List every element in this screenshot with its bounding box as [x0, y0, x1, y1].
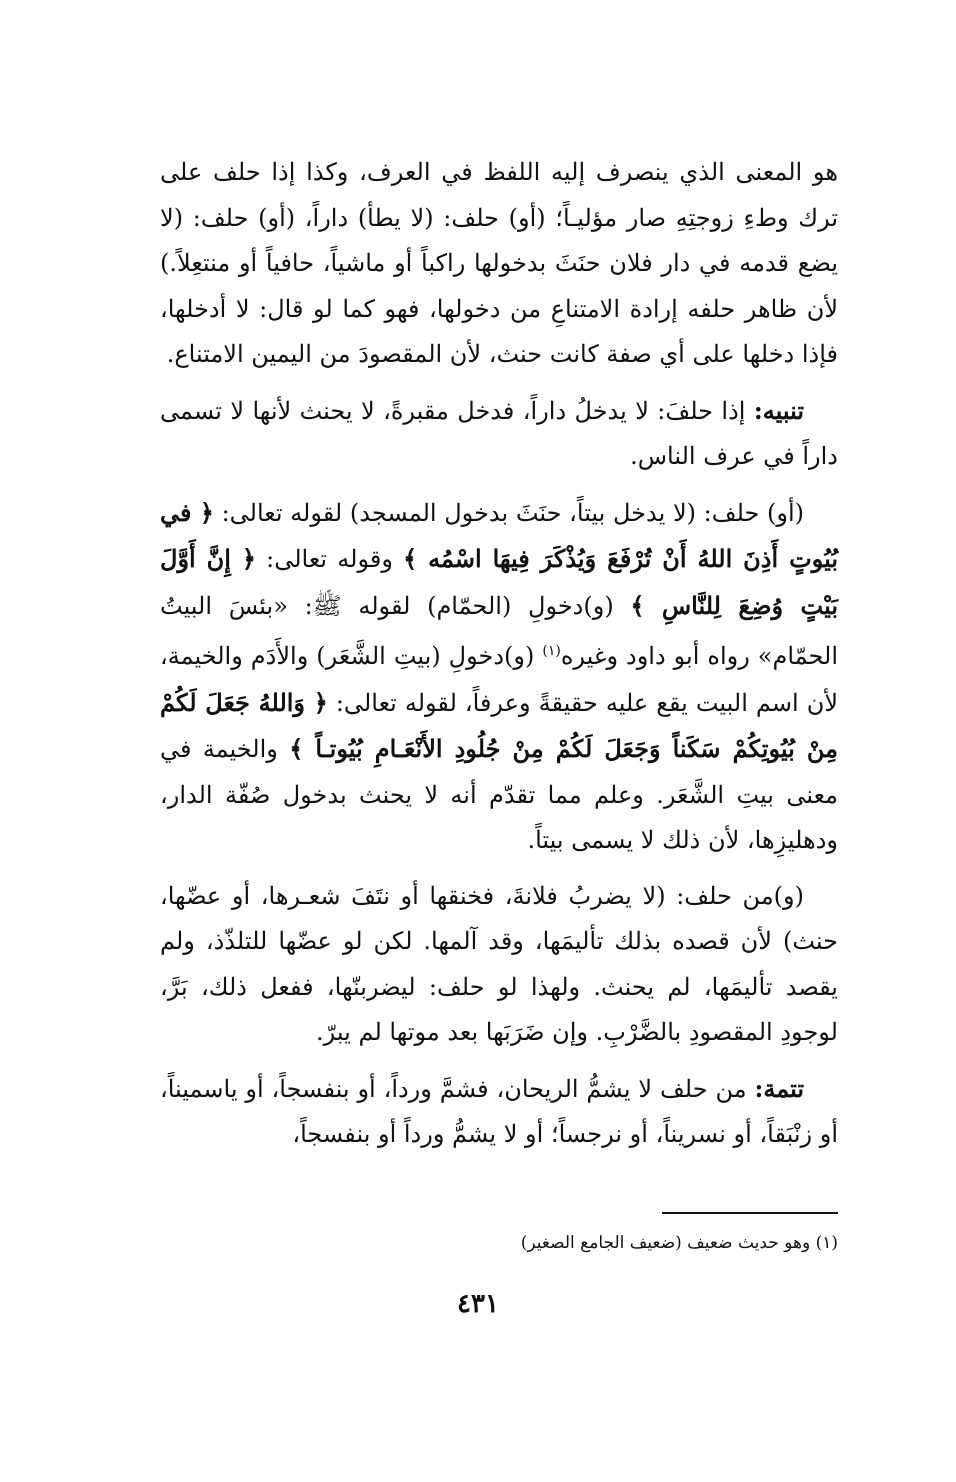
- paragraph-tatimma: [160, 1066, 838, 1158]
- quran-verse-3: ﴿ وَاللهُ جَعَلَ لَكُمْ مِنْ بُيُوتِكُمْ سَكَناً وَجَعَلَ لَكُمْ مِنْ جُلُودِ الأَنْعَـامِ بُيُوتـاً ﴾: [160, 687, 838, 763]
- tatimma-label: تتمة:: [754, 1073, 804, 1103]
- darb-text: (و)من حلف: (لا يضربُ فلانةَ، فخنقها أو نتَفَ شعـرها، أو عضّها، حنث) لأن قصده بذلك تأليمَها، وقد آلمها. لكن لو عضّها للتلذّذ، ولم يقصد تأليمَها، لم يحنث. ولهذا لو حلف: ليضربنّها، ففعل ذلك، بَرَّ، لوجودِ المقصودِ بالضَّرْبِ. وإن ضَرَبَها بعد موتها لم يبرّ.: [160, 881, 838, 1046]
- page-number: ٤٣١: [457, 1289, 499, 1319]
- footnote-divider: [662, 1212, 838, 1214]
- bayt-text-3: (و)دخولِ (الحمّام) لقوله ﷺ: «بئسَ البيتُ الحمّام» رواه أبو داود وغيره: [160, 591, 839, 670]
- tatimma-text: من حلف لا يشمُّ الريحان، فشمَّ ورداً، أو بنفسجاً، أو ياسميناً، أو زنْبَقاً، أو نسريناً، أو نرجساً؛ أو لا يشمُّ ورداً أو بنفسجاً،: [160, 1074, 838, 1148]
- footnote: (١) وهو حديث ضعيف (ضعيف الجامع الصغير): [520, 1233, 838, 1253]
- tanbih-text: إذا حلفَ: لا يدخلُ داراً، فدخل مقبرةً، لا يحنث لأنها لا تسمى داراً في عرف الناس.: [160, 396, 838, 470]
- main-text: [160, 150, 838, 1168]
- quran-verse-1: ﴿ في بُيُوتٍ أَذِنَ اللهُ أَنْ تُرْفَعَ وَيُذْكَرَ فِيهَا اسْمُه ﴾: [160, 497, 839, 573]
- paragraph-darb: [160, 874, 838, 1056]
- paragraph-1-text: هو المعنى الذي ينصرف إليه اللفظ في العرف، وكذا إذا حلف على ترك وطءِ زوجتِهِ صار مؤليـاً؛ (أو) حلف: (لا يطأ) داراً، (أو) حلف: (لا يضع قدمه في دار فلان حنَثَ بدخولها راكباً أو ماشياً، حافياً أو منتعِلاً.) لأن ظاهر حلفه إرادة الامتناعِ من دخولها، فهو كما لو قال: لا أدخلها، فإذا دخلها على أي صفة كانت حنث، لأن المقصودَ من اليمين الامتناع.: [160, 158, 838, 368]
- paragraph-tanbih: [160, 388, 838, 480]
- paragraph-bayt: [160, 490, 838, 864]
- tanbih-label: تنبيه:: [753, 395, 804, 425]
- quran-verse-2: ﴿ إِنَّ أَوَّلَ بَيْتٍ وُضِعَ لِلنَّاسِ ﴾: [160, 544, 839, 620]
- bayt-text-1: (أو) حلف: (لا يدخل بيتاً، حنَثَ بدخول المسجد) لقوله تعالى:: [213, 498, 804, 527]
- bayt-text-4: (و)دخولِ (بيتِ الشَّعَر) والأَدَم والخيمة، لأن اسم البيت يقع عليه حقيقةً وعرفاً، لقوله تعالى:: [160, 642, 839, 717]
- footnote-marker: (١): [542, 643, 561, 659]
- bayt-text-2: وقوله تعالى:: [255, 545, 404, 573]
- bayt-text-5: والخيمة في معنى بيتِ الشَّعَر. وعلم مما تقدّم أنه لا يحنث بدخول صُفّة الدار، ودهليزِها، لأن ذلك لا يسمى بيتاً.: [160, 735, 839, 854]
- paragraph-1: [160, 150, 838, 378]
